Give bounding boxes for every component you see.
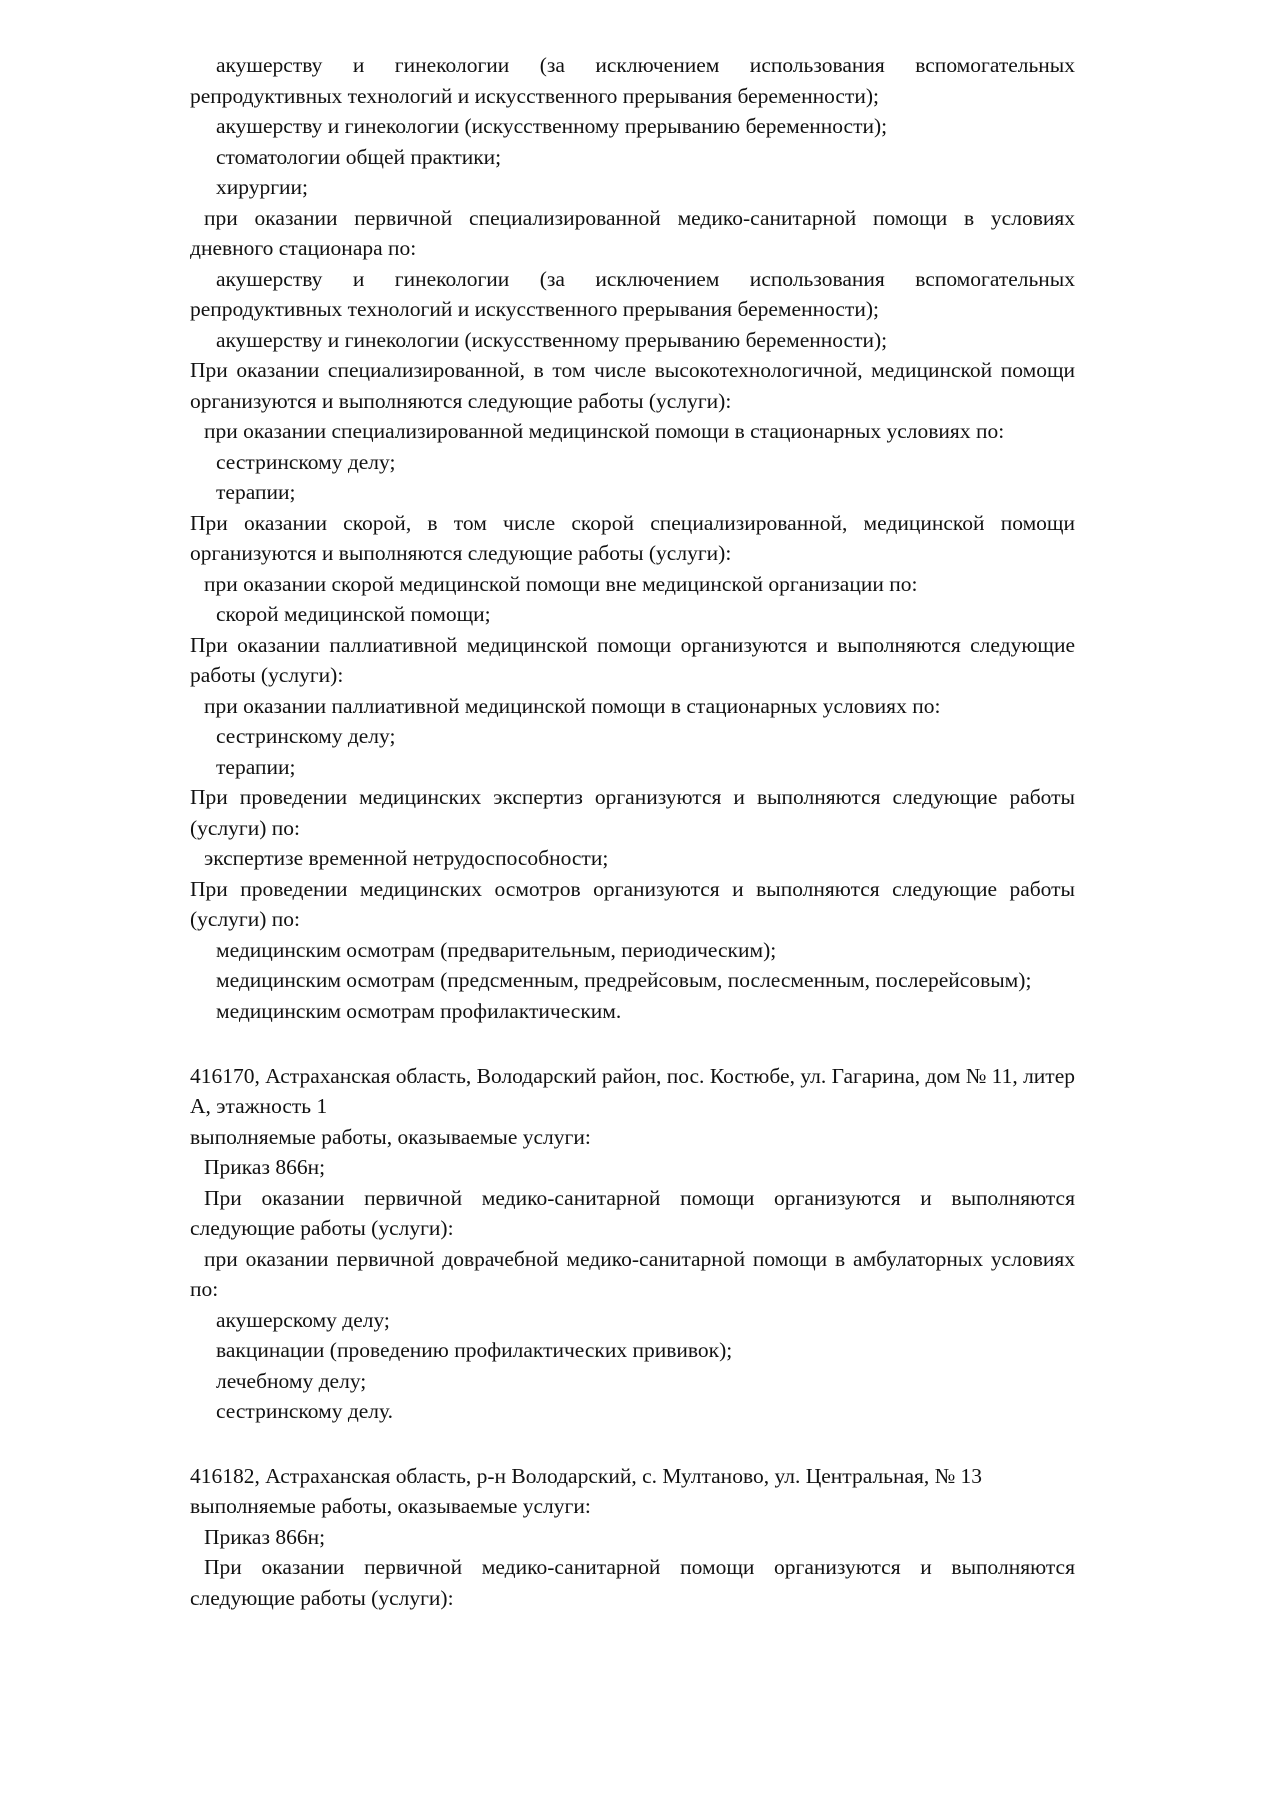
service-item: акушерскому делу; (216, 1307, 390, 1332)
specialized-care-heading: При оказании специализированной, в том числе высокотехнологичной, медицинской помощи организуются и выполняются следующие работы (услуги): (190, 358, 1075, 413)
emergency-care-heading: При оказании скорой, в том числе скорой специализированной, медицинской помощи организуются и выполняются следующие работы (услуги): (190, 510, 1075, 566)
section-divider (190, 1027, 1075, 1061)
service-condition: при оказании первичной специализированной медико-санитарной помощи в условиях дневного стационара по: (190, 205, 1075, 261)
services-label: выполняемые работы, оказываемые услуги: (190, 1124, 591, 1149)
service-item: стоматологии общей практики; (216, 144, 502, 169)
address-line: 416182, Астраханская область, р-н Володарский, с. Мултаново, ул. Центральная, № 13 (190, 1463, 983, 1488)
service-item: хирургии; (216, 175, 309, 200)
service-item: терапии; (216, 480, 296, 505)
service-item: медицинским осмотрам (предварительным, периодическим); (216, 937, 777, 962)
address-line: 416170, Астраханская область, Володарский район, пос. Костюбе, ул. Гагарина, дом № 11, литер А, этажность 1 (190, 1063, 1075, 1119)
service-item: экспертизе временной нетрудоспособности; (204, 846, 609, 871)
order-reference: Приказ 866н; (204, 1524, 326, 1549)
primary-care-heading: При оказании первичной медико-санитарной помощи организуются и выполняются следующие работы (услуги): (190, 1555, 1075, 1610)
document-body (190, 50, 1075, 1613)
medical-expertise-heading: При проведении медицинских экспертиз организуются и выполняются следующие работы (услуги) по: (190, 785, 1075, 840)
service-item: сестринскому делу; (216, 449, 396, 474)
palliative-care-condition: при оказании паллиативной медицинской помощи в стационарных условиях по: (204, 693, 941, 718)
service-item: лечебному делу; (216, 1368, 367, 1393)
service-item: акушерству и гинекологии (за исключением использования вспомогательных репродуктивных технологий и искусственного прерывания беременности); (190, 53, 1075, 108)
specialized-care-condition: при оказании специализированной медицинской помощи в стационарных условиях по: (204, 419, 1005, 444)
medical-examinations-heading: При проведении медицинских осмотров организуются и выполняются следующие работы (услуги) по: (190, 876, 1075, 932)
primary-care-heading: При оказании первичной медико-санитарной помощи организуются и выполняются следующие работы (услуги): (190, 1185, 1075, 1241)
address-block-kostyube (190, 1061, 1075, 1427)
service-item: скорой медицинской помощи; (216, 602, 491, 627)
service-item: медицинским осмотрам профилактическим. (216, 998, 622, 1023)
service-item: акушерству и гинекологии (искусственному прерыванию беременности); (216, 327, 888, 352)
emergency-care-condition: при оказании скорой медицинской помощи вне медицинской организации по: (204, 571, 918, 596)
service-item: акушерству и гинекологии (за исключением использования вспомогательных репродуктивных технологий и искусственного прерывания беременности); (190, 266, 1075, 322)
primary-care-condition: при оказании первичной доврачебной медико-санитарной помощи в амбулаторных условиях по: (190, 1246, 1075, 1302)
service-item: сестринскому делу; (216, 724, 396, 749)
service-item: медицинским осмотрам (предсменным, предрейсовым, послесменным, послерейсовым); (216, 968, 1032, 993)
section-divider (190, 1427, 1075, 1461)
service-item: сестринскому делу. (216, 1399, 393, 1424)
service-item: вакцинации (проведению профилактических прививок); (216, 1338, 733, 1363)
palliative-care-heading: При оказании паллиативной медицинской помощи организуются и выполняются следующие работы (услуги): (190, 632, 1075, 688)
service-item: акушерству и гинекологии (искусственному прерыванию беременности); (216, 114, 888, 139)
address-block-multanovo (190, 1461, 1075, 1614)
services-label: выполняемые работы, оказываемые услуги: (190, 1494, 591, 1519)
service-item: терапии; (216, 754, 296, 779)
order-reference: Приказ 866н; (204, 1155, 326, 1180)
